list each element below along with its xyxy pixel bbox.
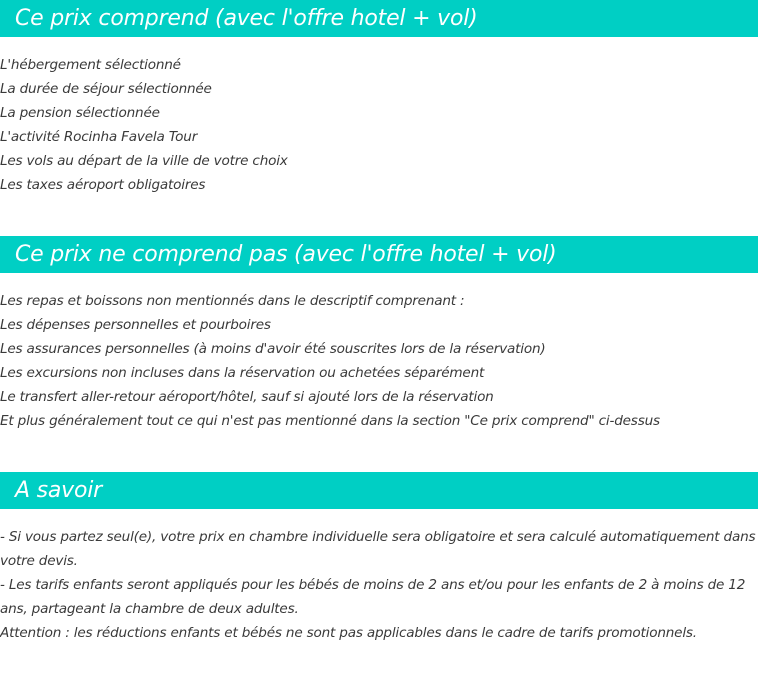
list-item: Les repas et boissons non mentionnés dans le descriptif comprenant : xyxy=(0,293,465,309)
list-item: Les assurances personnelles (à moins d'avoir été souscrites lors de la réservation) xyxy=(0,341,546,357)
list-item: Les excursions non incluses dans la réservation ou achetées séparément xyxy=(0,365,485,381)
section-good-to-know xyxy=(0,472,758,645)
info-paragraph: - Si vous partez seul(e), votre prix en chambre individuelle sera obligatoire et sera calculé automatiquement dans votre devis. xyxy=(0,529,756,569)
list-item: La pension sélectionnée xyxy=(0,105,160,121)
section-header-included xyxy=(0,0,758,37)
section-title-good-to-know: A savoir xyxy=(15,478,103,503)
not-included-list xyxy=(0,273,758,433)
list-item: Le transfert aller-retour aéroport/hôtel, sauf si ajouté lors de la réservation xyxy=(0,389,494,405)
list-item: L'hébergement sélectionné xyxy=(0,57,181,73)
list-item: L'activité Rocinha Favela Tour xyxy=(0,129,198,145)
info-paragraph: Attention : les réductions enfants et bébés ne sont pas applicables dans le cadre de tarifs promotionnels. xyxy=(0,625,697,641)
section-header-good-to-know xyxy=(0,472,758,509)
info-paragraph: - Les tarifs enfants seront appliqués pour les bébés de moins de 2 ans et/ou pour les enfants de 2 à moins de 12 ans, partageant la chambre de deux adultes. xyxy=(0,577,746,617)
list-item: Et plus généralement tout ce qui n'est pas mentionné dans la section "Ce prix comprend" ci-dessus xyxy=(0,413,660,429)
list-item: Les taxes aéroport obligatoires xyxy=(0,177,206,193)
section-included xyxy=(0,0,758,197)
list-item: Les dépenses personnelles et pourboires xyxy=(0,317,271,333)
section-header-not-included xyxy=(0,236,758,273)
list-item: Les vols au départ de la ville de votre choix xyxy=(0,153,288,169)
section-title-not-included: Ce prix ne comprend pas (avec l'offre hotel + vol) xyxy=(15,242,557,267)
good-to-know-body xyxy=(0,509,758,645)
list-item: La durée de séjour sélectionnée xyxy=(0,81,212,97)
section-not-included xyxy=(0,236,758,433)
included-list xyxy=(0,37,758,197)
section-title-included: Ce prix comprend (avec l'offre hotel + vol) xyxy=(15,6,478,31)
